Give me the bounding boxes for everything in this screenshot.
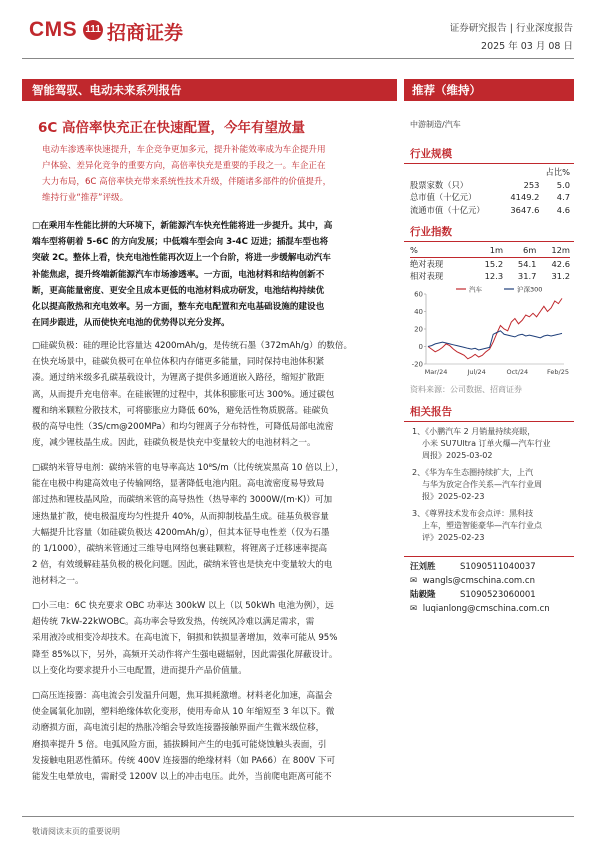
related-line: 上车，塑造智能豪华—汽车行业点 bbox=[422, 521, 542, 530]
row-value: 4149.2 bbox=[510, 192, 540, 203]
table-row bbox=[410, 257, 570, 270]
text-line: 断，更高能量密度、更安全且成本更低的电池材料成功研发，电池结构持续优 bbox=[32, 285, 325, 296]
col-header: 6m bbox=[523, 245, 537, 256]
doc-type: 证券研究报告 | 行业深度报告 bbox=[449, 23, 573, 34]
y-tick-label: 60 bbox=[414, 290, 423, 299]
analyst-email-row[interactable] bbox=[410, 602, 575, 616]
logo-badge-icon: 111 bbox=[83, 20, 103, 40]
row-pct: 5.0 bbox=[556, 179, 570, 190]
paragraph-ev-performance bbox=[32, 218, 394, 331]
x-tick-label: Feb/25 bbox=[547, 368, 569, 376]
text-line: □碳纳米管导电剂：碳纳米管的电导率高达 10⁸S/m（比传统炭黑高 10 倍以上）， bbox=[32, 463, 344, 473]
table-row bbox=[410, 179, 570, 192]
index-chart bbox=[404, 282, 574, 382]
analyst-email[interactable]: wangls@cmschina.com.cn bbox=[422, 576, 535, 586]
row-value: 54.1 bbox=[517, 258, 537, 269]
text-line: 降至 85%以下，另外，高频开关动作将产生强电磁辐射，因此需强化屏蔽设计。 bbox=[32, 649, 338, 660]
text-line: 的 1/1000），碳纳米管通过三维导电网络包裹硅颗粒，将锂离子迁移速率提高 bbox=[32, 544, 328, 555]
row-value: 15.2 bbox=[484, 258, 504, 269]
analyst-id: S1090511040037 bbox=[460, 562, 536, 572]
industry-label: 中游制造/汽车 bbox=[410, 120, 461, 129]
logo-cn: 招商证券 bbox=[107, 22, 184, 44]
related-line: 评》2025-02-23 bbox=[422, 533, 485, 542]
related-title: 相关报告 bbox=[410, 406, 452, 418]
pct-header: 占比% bbox=[545, 167, 570, 178]
text-line: 在快充场景中，硅碳负极可在单位体积内存储更多能量，同时保持电池体积紧 bbox=[32, 357, 325, 368]
series-title: 智能驾驭、电动未来系列报告 bbox=[32, 83, 182, 97]
text-line: 动磨损方面，高电流引起的热胀冷缩会导致连接器接触界面产生微米级位移， bbox=[32, 723, 325, 734]
text-line: 凑。通过纳米级多孔碳基载设计，为锂离子提供多通道嵌入路径，缩短扩散距 bbox=[32, 373, 325, 384]
related-line: 1、《小鹏汽车 2 月销量持续亮眼， bbox=[412, 427, 536, 436]
divider bbox=[404, 241, 574, 242]
row-pct: 4.7 bbox=[556, 192, 570, 203]
summary-line: 维持行业“推荐”评级。 bbox=[42, 193, 129, 203]
related-list bbox=[412, 426, 570, 544]
x-tick-label: Mar/24 bbox=[424, 368, 448, 376]
text-line: □小三电：6C 快充要求 OBC 功率达 300kW 以上（以 50kWh 电池为例），远 bbox=[32, 601, 334, 611]
table-row bbox=[410, 270, 570, 283]
analyst-row bbox=[410, 588, 575, 602]
summary-line: 户体验、差异化竞争的重要方向，高倍率快充是重要的手段之一。车企正在 bbox=[42, 161, 326, 171]
text-line: 使金属氧化加剧，塑料绝缘体软化变形，使用寿命从 10 年缩短至 3 年以下。微 bbox=[32, 707, 335, 718]
row-label: 股票家数（只） bbox=[410, 179, 469, 190]
analyst-block bbox=[410, 560, 575, 616]
paragraph-cnt-conductor bbox=[32, 460, 394, 590]
row-value: 253 bbox=[523, 179, 540, 190]
row-value: 31.7 bbox=[517, 271, 537, 282]
row-label: 绝对表现 bbox=[410, 258, 444, 269]
paragraph-three-electric bbox=[32, 598, 394, 679]
index-table bbox=[410, 244, 570, 283]
col-header: 12m bbox=[551, 245, 570, 256]
index-title: 行业指数 bbox=[410, 226, 452, 238]
legend-label: 汽车 bbox=[469, 285, 482, 294]
y-tick-label: -20 bbox=[411, 360, 423, 369]
text-line: 能在电极中构建高效电子传输网络，显著降低电池内阻。高电流密度易导致局 bbox=[32, 479, 325, 490]
row-pct: 4.6 bbox=[556, 204, 570, 215]
related-line: 小米 SU7Ultra 订单火爆—汽车行业 bbox=[422, 439, 551, 448]
series-line-1 bbox=[428, 331, 562, 350]
row-label: 总市值（十亿元） bbox=[410, 192, 477, 203]
series-line-0 bbox=[428, 298, 562, 358]
col-header: % bbox=[410, 245, 418, 256]
summary-line: 大力布局，6C 高倍率快充带来系统性技术升级，伴随诸多部件的价值提升， bbox=[42, 177, 332, 187]
chart-source: 资料来源：公司数据、招商证券 bbox=[410, 385, 522, 394]
row-label: 流通市值（十亿元） bbox=[410, 204, 485, 215]
header-divider bbox=[22, 58, 574, 59]
analyst-id: S1090523060001 bbox=[460, 590, 536, 600]
scale-title: 行业规模 bbox=[410, 148, 452, 160]
divider bbox=[404, 163, 574, 164]
text-line: 部过热和锂枝晶风险，而碳纳米管的高导热性（热导率约 3000W/(m·K)）可加 bbox=[32, 495, 333, 506]
text-line: 突破 2C。整体上看，快充电池性能再次迈上一个台阶，将进一步缓解电动汽车 bbox=[32, 253, 331, 264]
table-row bbox=[410, 204, 570, 217]
table-row bbox=[410, 191, 570, 204]
y-tick-label: 20 bbox=[414, 325, 423, 334]
x-tick-label: Oct/24 bbox=[506, 368, 529, 376]
text-line: 发接触电阻恶性循环。传统 400V 连接器的绝缘材料（如 PA66）在 800V 下可 bbox=[32, 755, 336, 766]
text-line: 磨损率提升 5 倍。电弧风险方面，插拔瞬间产生的电弧可能烧蚀触头表面，引 bbox=[32, 739, 327, 750]
text-line: 离，从而提升充电倍率。在硅嵌锂的过程中，其体积膨胀可达 300%。通过碳包 bbox=[32, 389, 335, 400]
analyst-email[interactable]: luqianlong@cmschina.com.cn bbox=[422, 604, 550, 614]
mail-icon: ✉ bbox=[410, 604, 418, 614]
text-line: 覆和纳米颗粒分散技术，可将膨胀应力降低 60%，避免活性物质脱落。硅碳负 bbox=[32, 405, 329, 416]
related-item[interactable] bbox=[412, 467, 570, 503]
related-item[interactable] bbox=[412, 508, 570, 544]
text-line: 化以提高散热和充电效率。另一方面，整车充电配置和充电基础设施的建设也 bbox=[32, 302, 325, 313]
text-line: 以上变化均要求提升小三电配置，进而提升产品价值量。 bbox=[32, 665, 247, 676]
footer-divider bbox=[22, 816, 574, 817]
row-label: 相对表现 bbox=[410, 271, 444, 282]
y-tick-label: 0 bbox=[418, 343, 423, 351]
row-value: 31.2 bbox=[551, 271, 570, 282]
text-line: 超传统 7kW-22kWOBC。高功率会导致发热，传统风冷难以满足需求，需 bbox=[32, 617, 315, 628]
mail-icon: ✉ bbox=[410, 576, 418, 586]
text-line: 端车型将朝着 5-6C 的方向发展；中低端车型会向 3-4C 迈进；插混车型也将 bbox=[32, 237, 329, 248]
text-line: 大幅提升比容量（如硅碳负极达 4200mAh/g），但其本征导电性差（仅为石墨 bbox=[32, 527, 330, 538]
summary-line: 电动车渗透率快速提升，车企竞争更加多元，提升补能效率成为车企提升用 bbox=[42, 145, 326, 155]
related-line: 周报》2025-03-02 bbox=[422, 451, 493, 460]
analyst-email-row[interactable] bbox=[410, 574, 575, 588]
scale-table bbox=[410, 166, 570, 216]
logo-cms: CMS bbox=[29, 18, 78, 41]
related-line: 2、《华为车生态圈持续扩大，上汽 bbox=[412, 468, 534, 477]
analyst-name: 陆毅隆 bbox=[410, 590, 436, 600]
footer-note: 敬请阅读末页的重要说明 bbox=[32, 827, 120, 836]
rating-label: 推荐（维持） bbox=[412, 83, 481, 97]
related-line: 3、《尊界技术发布会点评：黑科技 bbox=[412, 509, 534, 518]
related-item[interactable] bbox=[412, 426, 570, 462]
text-line: 池材料之一。 bbox=[32, 576, 84, 587]
text-line: □硅碳负极：硅的理论比容量达 4200mAh/g，是传统石墨（372mAh/g）的数倍。 bbox=[32, 341, 353, 351]
row-value: 3647.6 bbox=[510, 204, 540, 215]
text-line: 采用液冷或相变冷却技术。在高电流下，铜损和铁损显著增加，效率可能从 95% bbox=[32, 633, 338, 644]
row-value: 12.3 bbox=[484, 271, 504, 282]
x-tick-label: Jul/24 bbox=[467, 368, 486, 376]
text-line: □高压连接器：高电流会引发温升问题，焦耳损耗激增。材料老化加速，高温会 bbox=[32, 691, 333, 701]
y-tick-label: 40 bbox=[414, 308, 423, 316]
divider bbox=[404, 421, 574, 422]
text-line: □在乘用车性能比拼的大环境下，新能源汽车快充性能将进一步提升。其中，高 bbox=[32, 221, 333, 231]
report-date: 2025 年 03 月 08 日 bbox=[481, 41, 573, 52]
analyst-row bbox=[410, 560, 575, 574]
divider bbox=[404, 556, 574, 557]
paragraph-silicon-anode bbox=[32, 338, 394, 451]
headline: 6C 高倍率快充正在快速配置，今年有望放量 bbox=[38, 120, 306, 136]
text-line: 在同步跟进，从而使快充电池的优势得以充分发挥。 bbox=[32, 318, 230, 329]
analyst-name: 汪刘胜 bbox=[410, 562, 436, 572]
text-line: 补能焦虑，提升终端新能源汽车市场渗透率。一方面，电池材料和结构创新不 bbox=[32, 269, 325, 280]
row-value: 42.6 bbox=[551, 258, 570, 269]
col-header: 1m bbox=[489, 245, 504, 256]
paragraph-hv-connector bbox=[32, 688, 394, 785]
related-line: 报》2025-02-23 bbox=[422, 492, 485, 501]
text-line: 2 倍，有效缓解硅基负极的极化问题。因此，碳纳米管也是快充中变量较大的电 bbox=[32, 560, 333, 571]
legend-label: 沪深300 bbox=[517, 285, 543, 294]
text-line: 极的高导电性（3S/cm@200MPa）和均匀锂离子分布特性，可降低局部电流密 bbox=[32, 422, 334, 433]
text-line: 度，减少锂枝晶生成。因此，硅碳负极是快充中变量较大的电池材料之一。 bbox=[32, 438, 316, 449]
text-line: 能发生电晕放电，需耐受 1200V 以上的冲击电压。此外，当前爬电距离可能不 bbox=[32, 772, 332, 783]
index-header-row bbox=[410, 244, 570, 257]
text-line: 速热量扩散，使电极温度均匀性提升 40%，从而抑制枝晶生成。硅基负极容量 bbox=[32, 511, 329, 522]
related-line: 与华为放定合作关系—汽车行业周 bbox=[422, 480, 542, 489]
summary bbox=[42, 142, 392, 206]
